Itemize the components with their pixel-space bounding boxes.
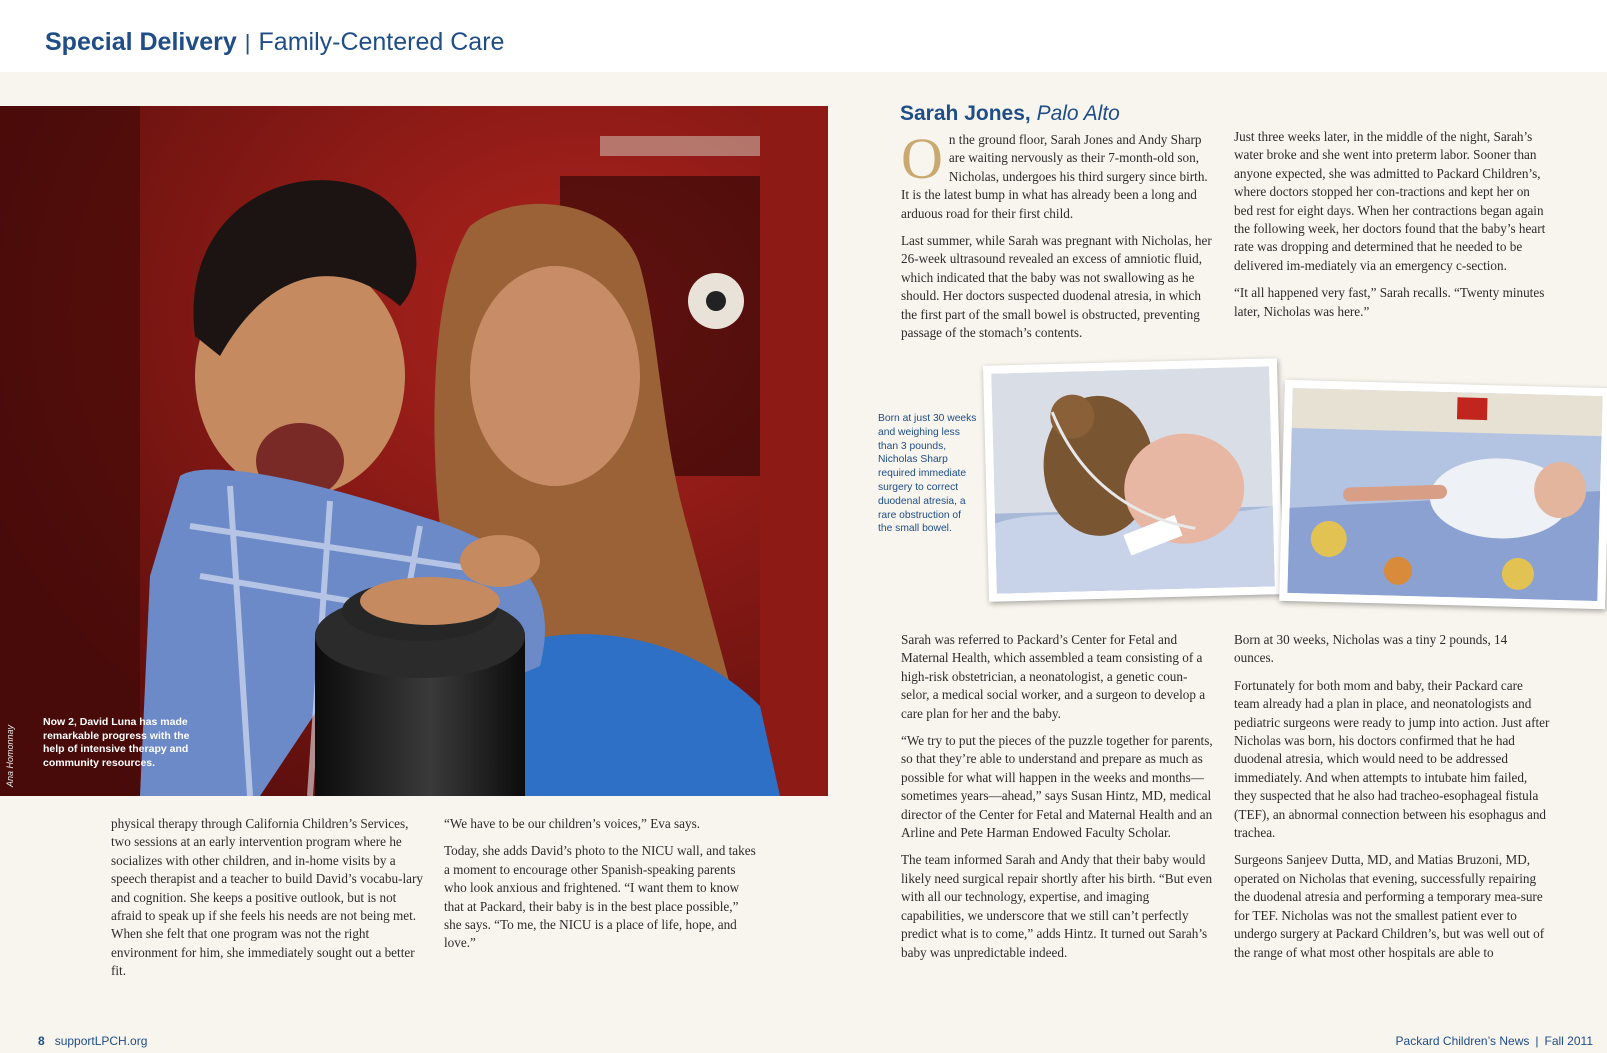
paragraph: Fortunately for both mom and baby, their Packard care team already had a plan in place, and neonatologists and pediatric surgeons were ready to jump into action. Just after Nicholas was born, his doctors confirmed that he had duodenal atresia, which would need to be addressed immediately. And when attempts to intubate him failed, they suspected that he also had tracheo-esophageal fistula (TEF), an abnormal connection between his esophagus and trachea. [1234,677,1550,841]
photo-credit: Ana Homonnay [5,724,15,787]
section-title [45,28,504,57]
paragraph: Last summer, while Sarah was pregnant with Nicholas, her 26-week ultrasound revealed an excess of amniotic fluid, which indicated that the baby was not swallowing as he should. Her doctors suspected duodenal atresia, in which the first part of the small bowel is obstructed, preventing passage of the stomach’s contents. [901,233,1212,341]
hero-caption: Now 2, David Luna has made remarkable progress with the help of intensive therapy and community resources. [43,716,190,769]
nicu-photo-1-illustration [991,366,1275,593]
subsection-name: Family-Centered Care [258,28,505,56]
nicu-photo-2-illustration [1287,388,1602,601]
hero-illustration [0,106,828,796]
paragraph: The team informed Sarah and Andy that their baby would likely need surgical repair shortly after his birth. “But even with all our technology, expertise, and imaging capabilities, we underscore that we still can’t perfectly predict what is to come,” adds Hintz. It turned out Sarah’s baby was unpredictable indeed. [901,852,1213,960]
article-name: Sarah Jones, [900,102,1031,125]
page-number: 8 [38,1034,45,1048]
website-link[interactable]: supportLPCH.org [54,1034,148,1048]
paragraph: Born at 30 weeks, Nicholas was a tiny 2 pounds, 14 ounces. [1234,632,1508,666]
article-column-2-top [1234,128,1550,321]
title-separator: | [244,30,251,55]
nicu-photo-caption: Born at just 30 weeks and weighing less than 3 pounds, Nicholas Sharp required immediate surgery to correct duodenal atresia, a rare obstruction of the small bowel. [878,413,977,535]
article-heading [900,102,1120,126]
section-name: Special Delivery [45,28,237,56]
footer-separator: | [1535,1034,1539,1048]
article-column-2-bottom [1234,631,1550,962]
left-story-column-1 [111,815,423,981]
hero-photo [0,106,828,796]
left-story-column-2 [444,815,756,953]
issue-date: Fall 2011 [1544,1034,1593,1048]
paragraph: “It all happened very fast,” Sarah recalls. “Twenty minutes later, Nicholas was here.” [1234,285,1545,319]
article-place: Palo Alto [1036,102,1120,125]
footer-left [38,1034,147,1048]
paragraph: “We have to be our children’s voices,” Eva says. [444,816,701,831]
drop-cap: O [901,126,943,191]
opening-paragraph [901,126,1213,223]
article-column-1-bottom [901,631,1213,962]
article-column-1-top [901,126,1213,342]
paragraph: Sarah was referred to Packard’s Center for Fetal and Maternal Health, which assembled a team consisting of a high-risk obstetrician, a neonatologist, a genetic coun-selor, a medical social worker, and a surgeon to develop a care plan for her and the baby. [901,632,1206,721]
paragraph: Just three weeks later, in the middle of the night, Sarah’s water broke and she went into preterm labor. Sooner than anyone expected, she was admitted to Packard Children’s, where doctors stopped her con-tractions and kept her on bed rest for eight days. When her contractions began again the following week, her doctors found that the baby’s heart rate was dropping and determined that he needed to be delivered im-mediately via an emergency c-section. [1234,129,1546,273]
publication-name: Packard Children’s News [1395,1034,1530,1048]
paragraph: physical therapy through California Children’s Services, two sessions at an early intervention program where he socializes with other children, and in-home visits by a speech therapist and a teacher to build David’s vocabu-lary and cognition. She keeps a positive outlook, but is not afraid to speak up if she feels his needs are not being met. When she felt that one program was not the right environment for him, she immediately sought out a better fit. [111,816,423,979]
footer-right [1396,1034,1593,1048]
paragraph: “We try to put the pieces of the puzzle together for parents, so that they’re able to understand and prepare as much as possible for what will happen in the weeks and months—sometimes years—ahead,” says Susan Hintz, MD, medical director of the Center for Fetal and Maternal Health and an Arline and Pete Harman Endowed Faculty Scholar. [901,733,1213,841]
paragraph: Today, she adds David’s photo to the NICU wall, and takes a moment to encourage other Spanish-speaking parents who look anxious and frightened. “I want them to know that at Packard, their baby is in the best place possible,” she says. “To me, the NICU is a place of life, hope, and love.” [444,843,756,951]
nicu-photo-2 [1279,380,1607,609]
opening-text: n the ground floor, Sarah Jones and Andy Sharp are waiting nervously as their 7-month-old son, Nicholas, undergoes his third surgery since birth. It is the latest bump in what has already been a long and arduous road for their first child. [901,132,1208,221]
paragraph: Surgeons Sanjeev Dutta, MD, and Matias Bruzoni, MD, operated on Nicholas that evening, successfully repairing the duodenal atresia and performing a temporary mea-sure for TEF. Nicholas was not the smallest patient ever to undergo surgery at Packard Children’s, but was well out of the range of what most other hospitals are able to [1234,852,1545,960]
nicu-photo-1 [983,358,1283,602]
